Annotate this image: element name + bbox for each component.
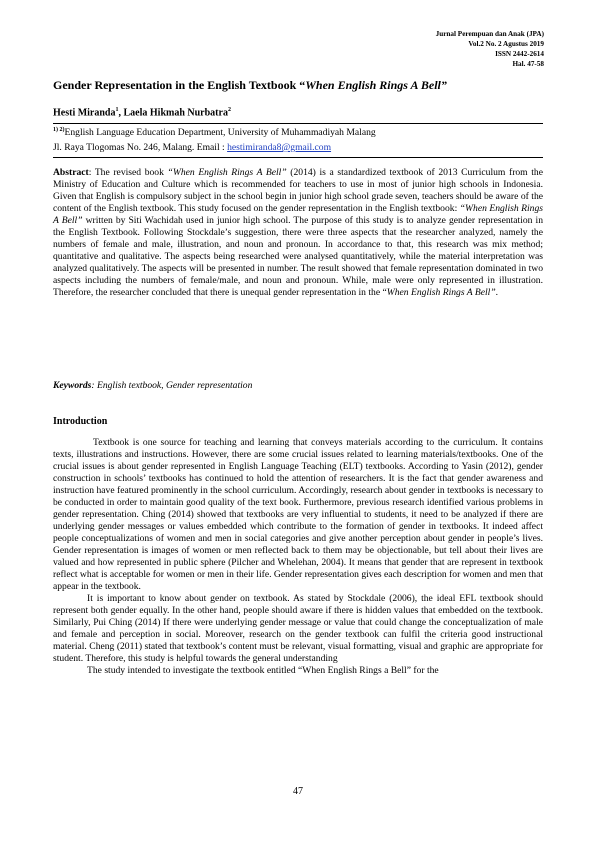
affiliation-sup: 1) 2): [53, 127, 65, 133]
intro-paragraph-2: It is important to know about gender on textbook. As stated by Stockdale (2006), the ideal EFL textbook should represent both gender equally. In the other hand, people should aware if there is hidden values that embedded on the textbook. Similarly, Pui Ching (2014) If there were underlying gender message or value that could change the conceptualization of male and female and perception in social. Moreover, research on the gender textbook can fulfil the criteria good instructional material. Cheng (2011) stated that textbook’s content must be relevant, visual formatting, visual and graphic are appropriate for student. Therefore, this study is helpful towards the general understanding: [53, 593, 543, 664]
intro-paragraph-3: The study intended to investigate the textbook entitled “When English Rings a Bell” for the: [87, 665, 439, 676]
journal-pages: Hal. 47-58: [512, 60, 544, 68]
abstract: [53, 167, 543, 299]
keywords-label: Keywords: [53, 380, 92, 391]
page-number: 47: [293, 786, 303, 797]
author-separator: , Laela Hikmah Nurbatra: [118, 107, 228, 119]
keywords-text: : English textbook, Gender representation: [91, 380, 253, 391]
title-book: When English Rings A Bell”: [305, 78, 447, 92]
keywords: [53, 380, 543, 392]
affiliation-address: [53, 141, 331, 154]
abstract-book-3: When English Rings A Bell”: [386, 287, 496, 298]
authors: [53, 107, 231, 118]
abstract-label: Abstract: [53, 167, 89, 178]
title-main: Gender Representation in the English Textbook “: [53, 78, 306, 92]
abstract-text-3: written by Siti Wachidah used in junior high school. The purpose of this study is to analyze gender representation in the English Textbook. Following Stockdale’s suggestion, there were three aspects that the researcher analyzed, namely the numbers of female and male, illustration, and noun and pronoun. In accordance to that, this research was mix method; quantitative and qualitative. The aspects being researched were analysed quantitatively, while the material interpretation was analyzed qualitatively. The aspects will be presented in number. The result showed that female representation dominated in two aspects including the numbers of female/male, and noun and pronoun. While, male were only represented in illustration. Therefore, the researcher concluded that there is unequal gender representation in the “: [53, 215, 543, 298]
author-1: Hesti Miranda: [53, 107, 116, 119]
introduction-heading: Introduction: [53, 416, 108, 427]
abstract-text-2: (2014) is a standardized textbook of 2013 Curriculum from the Ministry of Education and Culture which is recommended for teachers to use in most of junior high schools in Indonesia. Given that English is compulsory subject in the school begin in junior high school grade seven, teachers should be aware of the content of the English textbook. This study focused on the gender representation in the English textbook:: [53, 167, 543, 214]
abstract-text-4: .: [495, 287, 499, 298]
journal-header: [436, 29, 544, 69]
journal-name: Jurnal Perempuan dan Anak (JPA): [435, 30, 544, 38]
journal-volume: Vol.2 No. 2 Agustus 2019: [468, 40, 544, 48]
abstract-book-2: “When English Rings A Bell”: [53, 203, 543, 226]
divider-top: [53, 123, 543, 124]
email-link[interactable]: hestimiranda8@gmail.com: [227, 142, 332, 153]
author-2-sup: 2: [227, 107, 231, 113]
abstract-book-1: “When English Rings A Bell”: [167, 167, 287, 178]
introduction-body: [53, 437, 543, 677]
divider-bottom: [53, 157, 543, 158]
affiliation-department: [53, 126, 376, 139]
affiliation-dept: English Language Education Department, University of Muhammadiyah Malang: [64, 127, 376, 138]
abstract-text-1: : The revised book: [88, 167, 168, 178]
journal-issn: ISSN 2442-2614: [495, 50, 544, 58]
intro-paragraph-1: Textbook is one source for teaching and learning that conveys materials according to the curriculum. It contains texts, illustrations and instructions. However, there are some crucial issues related to learning materials/textbooks. One of the crucial issues is about gender represented in English Language Teaching (ELT) textbooks. According to Yasin (2012), gender construction in schools’ textbooks has continued to hold the attention of researchers. It is the fact that gender awareness and instruction have featured prominently in the school curriculum. Accordingly, research about gender in textbooks is necessary to be conducted in order to maintain good quality of the text book. Furthermore, previous research identified various problems in gender representation. Ching (2014) showed that textbooks are very influential to students, it need to be analyzed if there are underlying gender messages or values embedded which contribute to the formation of gender in textbooks. It indeed affect people conceptualizations of women and men in social categories and give another perception about gender in people’s lives. Gender representation is images of women or men reflected back to them may be objectionable, but tell about their lives are valued and how represented in public sphere (Pilcher and Whelehan, 2004). It means that gender that are represent in textbook reflect what is acceptable for women or men in their life. Gender representation gives each description for women and men that appear in the textbook.: [53, 437, 543, 592]
author-1-sup: 1: [115, 107, 119, 113]
affiliation-address-text: Jl. Raya Tlogomas No. 246, Malang. Email :: [53, 142, 228, 153]
paper-title: [53, 78, 553, 93]
